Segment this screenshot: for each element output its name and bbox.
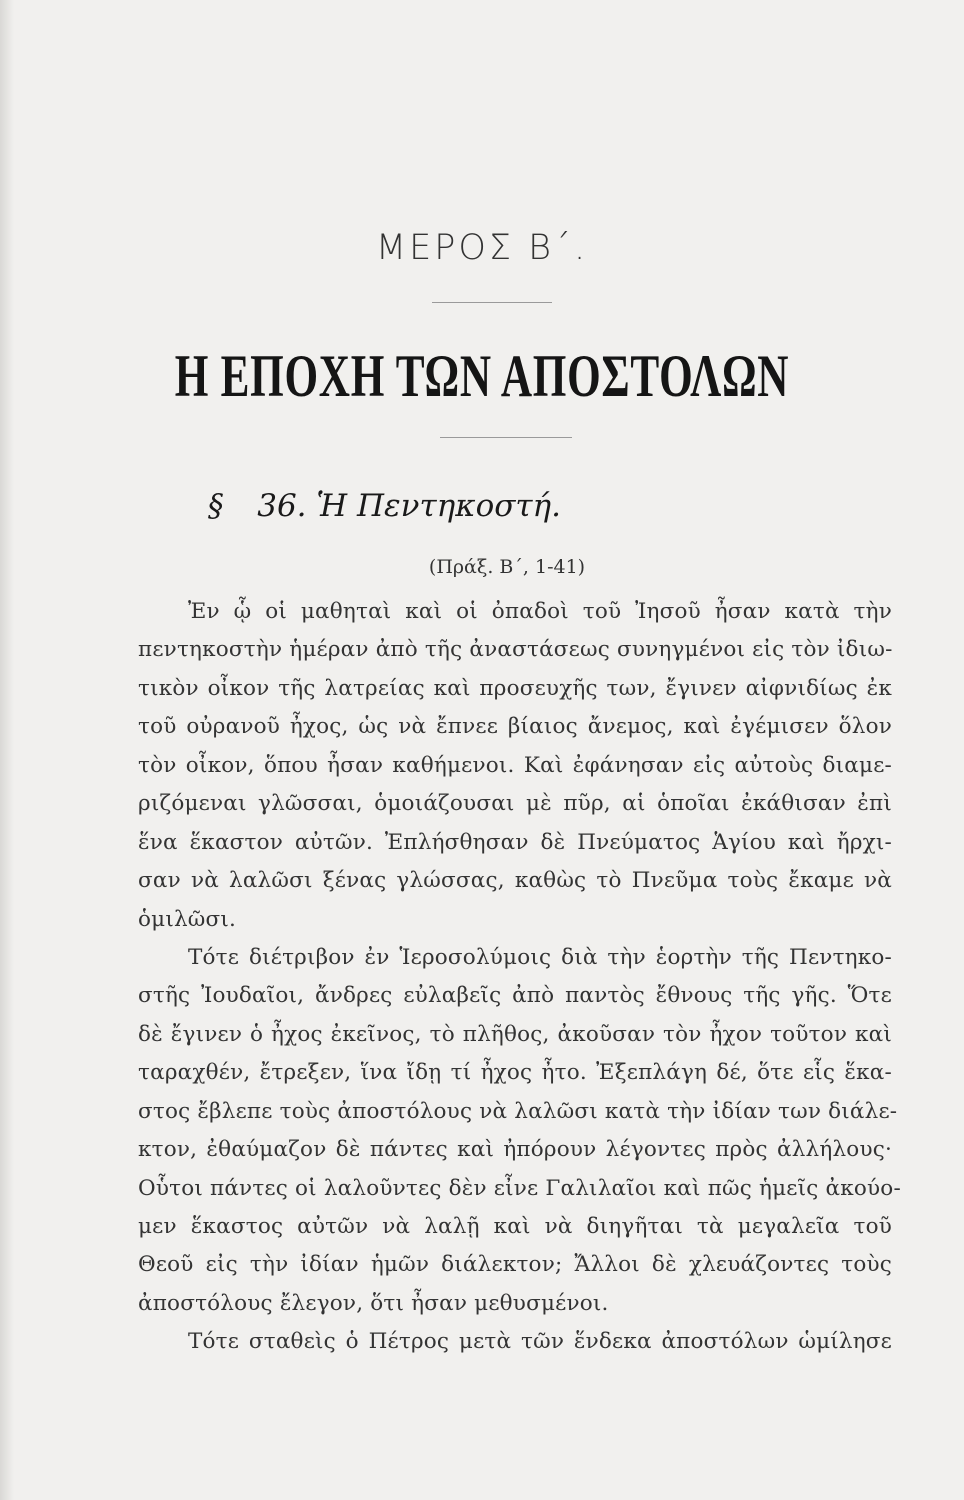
text-line: Τότε σταθεὶς ὁ Πέτρος μετὰ τῶν ἕνδεκα ἀποστόλων ὡμίλησε [188,1329,892,1355]
body-text [138,593,901,1362]
divider-top [432,302,552,303]
text-line: Ἐν ᾧ οἱ μαθηταὶ καὶ οἱ ὀπαδοὶ τοῦ Ἰησοῦ ἦσαν κατὰ τὴν [188,599,892,624]
text-line: ἕνα ἕκαστον αὐτῶν. Ἐπλήσθησαν δὲ Πνεύματος Ἁγίου καὶ ἤρχι- [138,829,892,855]
text-line: τὸν οἶκον, ὅπου ἦσαν καθήμενοι. Καὶ ἐφάνησαν εἰς αὐτοὺς διαμε- [138,752,892,778]
text-line: Τότε διέτριβον ἐν Ἱεροσολύμοις διὰ τὴν ἑορτὴν τῆς Πεντηκο- [188,944,892,970]
text-line: ὁμιλῶσι. [138,906,237,932]
section-number: 36. [257,488,307,524]
text-line: τοῦ οὐρανοῦ ἦχος, ὡς νὰ ἔπνεε βίαιος ἄνεμος, καὶ ἐγέμισεν ὅλον [138,714,892,740]
scripture-reference: (Πράξ. Β΄, 1-41) [428,556,586,578]
text-line: ἀποστόλους ἔλεγον, ὅτι ἦσαν μεθυσμένοι. [138,1290,609,1316]
part-heading: ΜΕΡΟΣ Β΄. [375,228,589,268]
text-line: Θεοῦ εἰς τὴν ἰδίαν ἡμῶν διάλεκτον; Ἄλλοι δὲ χλευάζοντες τοὺς [138,1252,892,1278]
text-line: ταραχθέν, ἔτρεξεν, ἵνα ἴδῃ τί ἦχος ἦτο. Ἐξεπλάγη δέ, ὅτε εἷς ἕκα- [138,1060,892,1086]
main-title: Η ΕΠΟΧΗ ΤΩΝ ΑΠΟΣΤΟΛΩΝ [174,343,790,409]
text-line: ριζόμεναι γλῶσσαι, ὁμοιάζουσαι μὲ πῦρ, αἱ ὁποῖαι ἐκάθισαν ἐπὶ [138,791,892,817]
section-heading [208,488,561,524]
text-line: στος ἔβλεπε τοὺς ἀποστόλους νὰ λαλῶσι κατὰ τὴν ἰδίαν των διάλε- [138,1098,898,1124]
text-line: πεντηκοστὴν ἡμέραν ἀπὸ τῆς ἀναστάσεως συνηγμένοι εἰς τὸν ἰδιω- [138,637,893,663]
section-title: Ἡ Πεντηκοστή. [316,488,561,524]
text-line: σαν νὰ λαλῶσι ξένας γλώσσας, καθὼς τὸ Πνεῦμα τοὺς ἔκαμε νὰ [138,868,892,894]
divider-bottom [440,437,572,438]
text-line: μεν ἕκαστος αὐτῶν νὰ λαλῇ καὶ νὰ διηγῆται τὰ μεγαλεῖα τοῦ [138,1214,892,1239]
section-symbol: § [208,488,224,524]
text-line: Οὗτοι πάντες οἱ λαλοῦντες δὲν εἶνε Γαλιλαῖοι καὶ πῶς ἡμεῖς ἀκούο- [138,1175,901,1201]
text-line: δὲ ἔγινεν ὁ ἦχος ἐκεῖνος, τὸ πλῆθος, ἀκοῦσαν τὸν ἦχον τοῦτον καὶ [138,1021,892,1047]
paragraph [138,939,901,1323]
text-line: στῆς Ἰουδαῖοι, ἄνδρες εὐλαβεῖς ἀπὸ παντὸς ἔθνους τῆς γῆς. Ὅτε [138,983,892,1009]
paragraph [138,593,892,939]
text-line: τικὸν οἶκον τῆς λατρείας καὶ προσευχῆς των, ἔγινεν αἰφνιδίως ἐκ [138,675,892,701]
text-line: κτον, ἐθαύμαζον δὲ πάντες καὶ ἠπόρουν λέγοντες πρὸς ἀλλήλους· [138,1137,892,1163]
paragraph [138,1323,892,1361]
page-edge-shadow [0,0,14,1500]
